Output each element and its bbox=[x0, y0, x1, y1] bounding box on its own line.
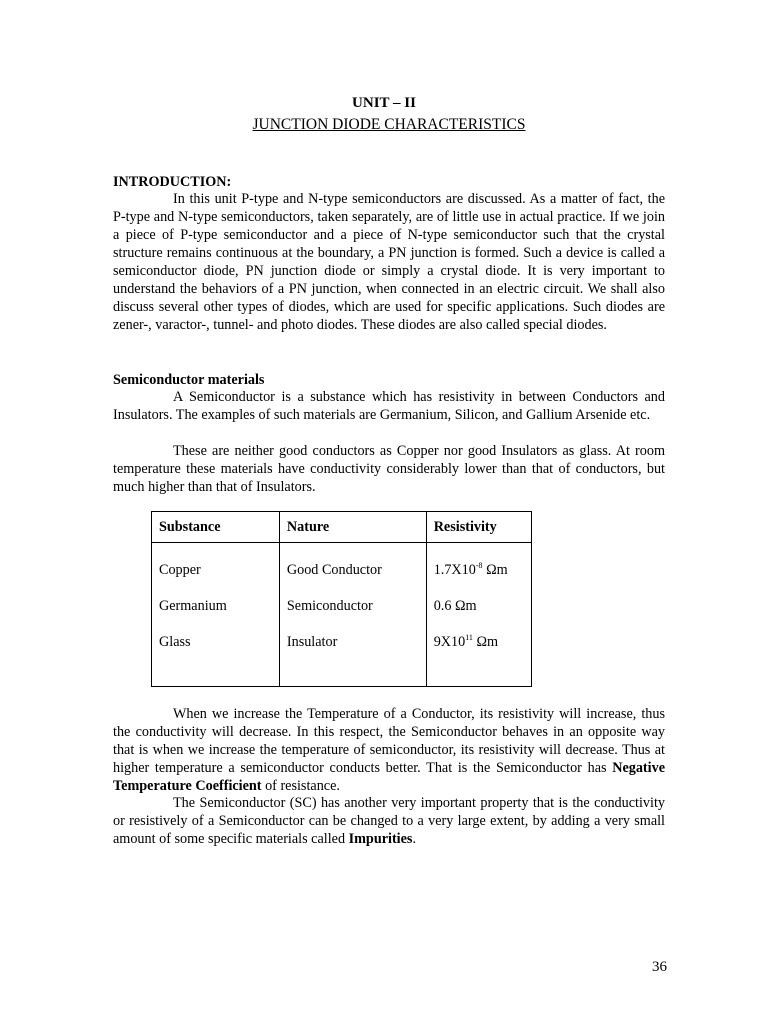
table-cell-nature: Semiconductor bbox=[286, 598, 373, 614]
semiconductor-materials-heading: Semiconductor materials bbox=[113, 372, 265, 388]
temperature-coefficient-paragraph bbox=[113, 705, 665, 795]
table-cell-resistivity bbox=[434, 630, 531, 666]
table-body-row bbox=[152, 543, 532, 687]
table-cell-resistivity bbox=[434, 594, 531, 630]
chapter-title: JUNCTION DIODE CHARACTERISTICS bbox=[252, 116, 526, 133]
table-cell-nature: Good Conductor bbox=[286, 562, 382, 578]
resistivity-unit: Ωm bbox=[472, 634, 499, 650]
table-header-resistivity: Resistivity bbox=[426, 512, 531, 543]
table-cell-substance: Germanium bbox=[159, 598, 227, 614]
temperature-text-end: of resistance. bbox=[261, 778, 340, 794]
table-cell-nature: Insulator bbox=[286, 634, 338, 650]
introduction-heading: INTRODUCTION: bbox=[113, 174, 232, 190]
resistivity-base: 9X10 bbox=[433, 634, 466, 650]
semiconductor-definition-paragraph: A Semiconductor is a substance which has resistivity in between Conductors and Insulators. The examples of such materials are Germanium, Silicon, and Gallium Arsenide etc. bbox=[113, 389, 665, 423]
resistivity-exponent: -8 bbox=[475, 561, 483, 570]
resistivity-unit: Ωm bbox=[482, 562, 508, 578]
unit-title: UNIT – II bbox=[352, 95, 416, 111]
table-header-substance: Substance bbox=[152, 512, 280, 543]
resistivity-column bbox=[426, 543, 531, 687]
table-header-nature: Nature bbox=[279, 512, 426, 543]
impurities-term: Impurities bbox=[348, 831, 413, 847]
page-number: 36 bbox=[652, 959, 667, 975]
substance-column bbox=[152, 543, 280, 687]
impurities-text-end: . bbox=[412, 831, 416, 847]
resistivity-base: 1.7X10 bbox=[433, 562, 476, 578]
impurities-text-start: The Semiconductor (SC) has another very important property that is the conductivity or resistively of a Semiconductor can be changed to a very large extent, by adding a very small amount of some specific materials called bbox=[113, 795, 665, 847]
table-header-row bbox=[152, 512, 532, 543]
table-cell-substance: Glass bbox=[159, 634, 191, 650]
nature-column bbox=[279, 543, 426, 687]
temperature-text-start: When we increase the Temperature of a Conductor, its resistivity will increase, thus the conductivity will decrease. In this respect, the Semiconductor behaves in an opposite way that is when we increase the temperature of semiconductor, its resistivity will decrease. Thus at higher temperature a semiconductor conducts better. That is the Semiconductor has bbox=[113, 706, 665, 776]
resistivity-unit: Ωm bbox=[451, 598, 477, 614]
table-cell-resistivity bbox=[434, 558, 531, 594]
resistivity-exponent: 11 bbox=[465, 633, 473, 642]
impurities-paragraph bbox=[113, 794, 665, 848]
materials-table bbox=[151, 511, 532, 687]
negative-temperature-coefficient-term: Negative Temperature Coefficient bbox=[113, 760, 665, 794]
resistivity-base: 0.6 bbox=[433, 598, 452, 614]
table-cell-substance: Copper bbox=[159, 562, 201, 578]
introduction-paragraph: In this unit P-type and N-type semiconductors are discussed. As a matter of fact, the P-type and N-type semiconductors, taken separately, are of little use in actual practice. If we join a piece of P-type semiconductor and a piece of N-type semiconductor such that the crystal structure remains continuous at the boundary, a PN junction is formed. Such a device is called a semiconductor diode, PN junction diode or simply a crystal diode. It is very important to understand the behaviors of a PN junction, when connected in an electric circuit. We shall also discuss several other types of diodes, which are used for specific applications. Such diodes are zener-, varactor-, tunnel- and photo diodes. These diodes are also called special diodes. bbox=[113, 191, 665, 333]
semiconductor-comparison-paragraph: These are neither good conductors as Copper nor good Insulators as glass. At room temperature these materials have conductivity considerably lower than that of conductors, but much higher than that of Insulators. bbox=[113, 443, 665, 495]
